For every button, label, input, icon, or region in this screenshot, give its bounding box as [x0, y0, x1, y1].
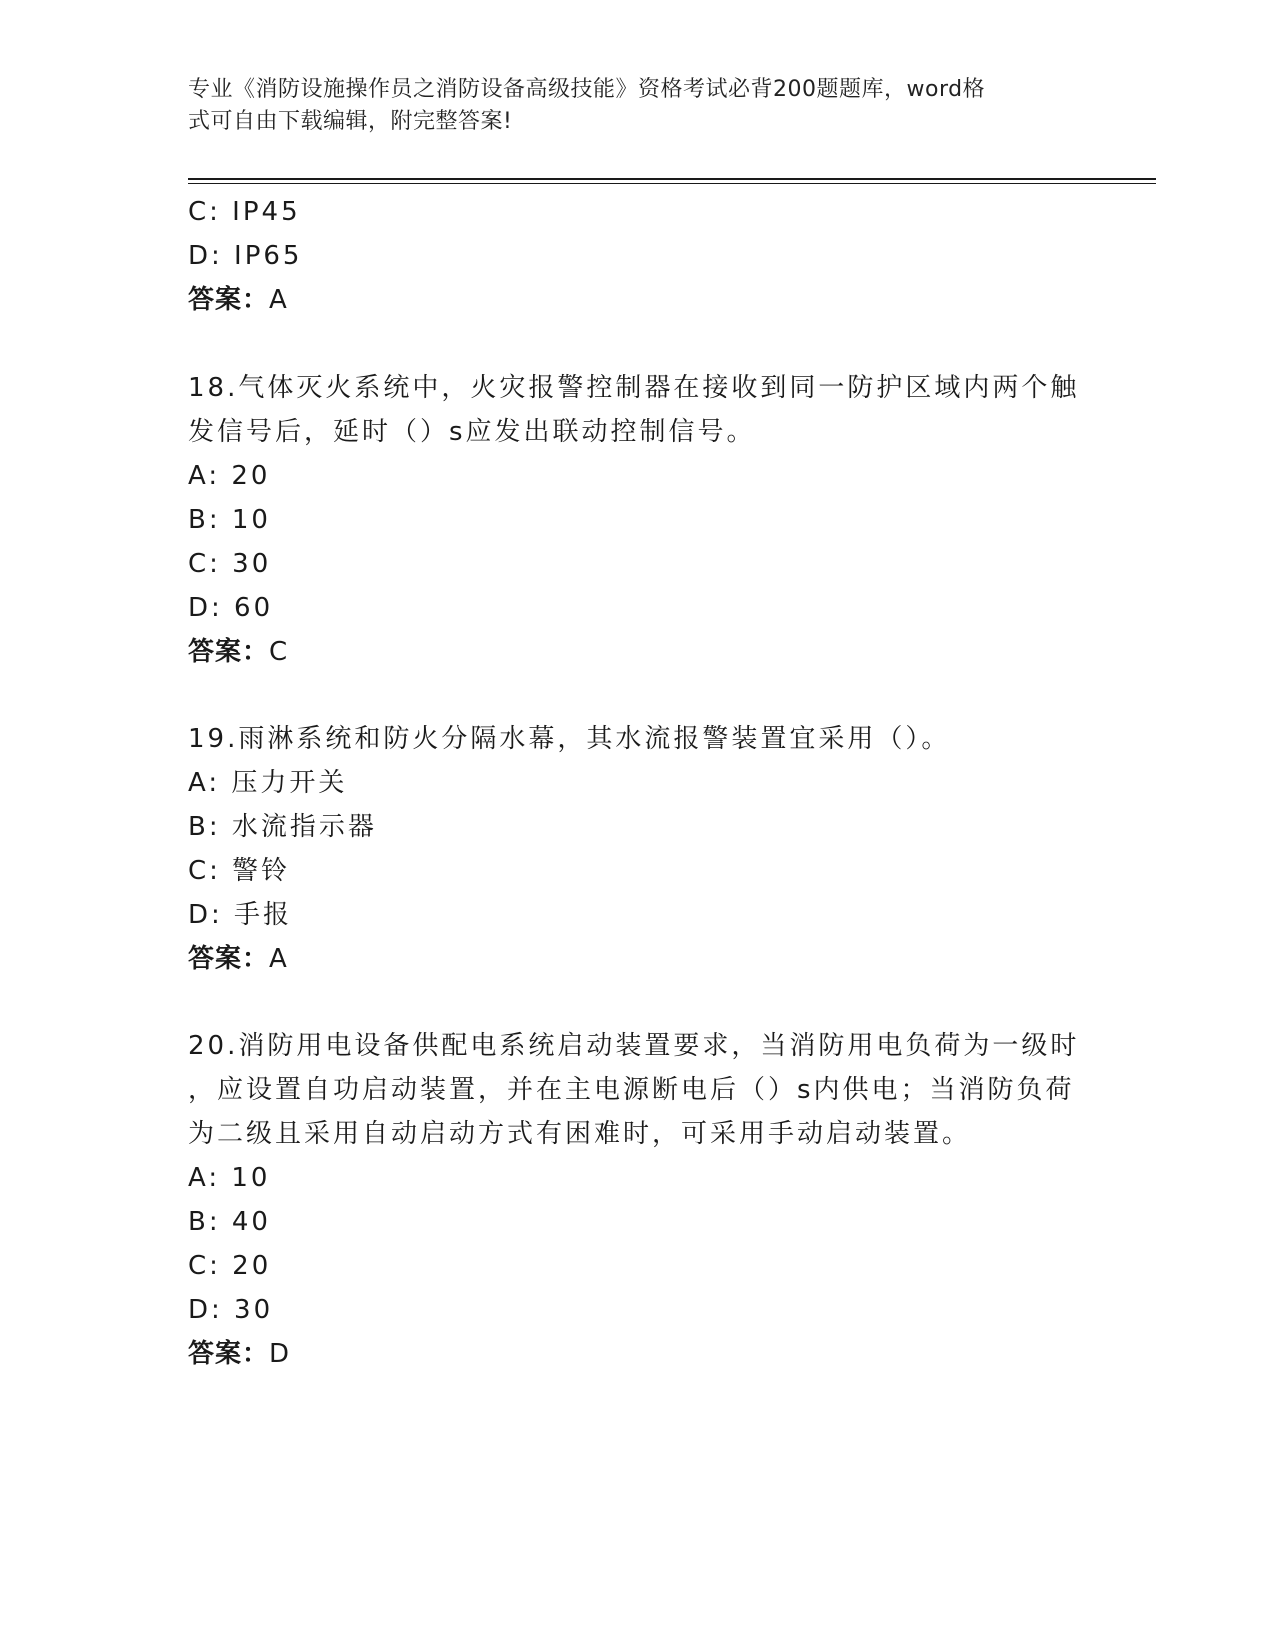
header-divider-thick: [188, 178, 1156, 180]
answer-value: A: [269, 944, 288, 974]
q19-option-c: C: 警铃: [188, 856, 291, 886]
answer-label: 答案：: [188, 1339, 270, 1369]
q18-option-c: C: 30: [188, 549, 272, 579]
q19-stem-line-1: 19.雨淋系统和防火分隔水幕，其水流报警装置宜采用（）。: [188, 724, 951, 754]
q17-option-c: C: IP45: [188, 197, 301, 227]
header-line-1: 专业《消防设施操作员之消防设备高级技能》资格考试必背200题题库，word格: [188, 77, 986, 102]
q19-answer: [188, 937, 288, 981]
q20-option-b: B: 40: [188, 1207, 271, 1237]
q18-stem-line-2: 发信号后，延时（）s应发出联动控制信号。: [188, 417, 756, 447]
q20-answer: [188, 1332, 290, 1376]
q20-option-d: D: 30: [188, 1295, 274, 1325]
q18-answer: [188, 630, 288, 674]
q19-option-d: D: 手报: [188, 900, 293, 930]
q19-option-a: A: 压力开关: [188, 768, 348, 798]
answer-value: D: [269, 1339, 291, 1369]
q18-stem-line-1: 18.气体灭火系统中，火灾报警控制器在接收到同一防护区域内两个触: [188, 373, 1080, 403]
answer-value: A: [269, 285, 288, 315]
q17-answer: [188, 278, 288, 322]
q20-option-c: C: 20: [188, 1251, 272, 1281]
answer-label: 答案：: [188, 637, 270, 667]
q17-option-d: D: IP65: [188, 241, 303, 271]
q18-option-b: B: 10: [188, 505, 271, 535]
q18-option-a: A: 20: [188, 461, 271, 491]
answer-label: 答案：: [188, 944, 270, 974]
q18-option-d: D: 60: [188, 593, 274, 623]
q20-option-a: A: 10: [188, 1163, 271, 1193]
header-divider-thin: [188, 183, 1156, 184]
answer-value: C: [269, 637, 289, 667]
page-header: [188, 74, 1068, 138]
q20-stem-line-2: ，应设置自功启动装置，并在主电源断电后（）s内供电；当消防负荷: [188, 1075, 1075, 1105]
header-line-2: 式可自由下载编辑，附完整答案!: [188, 109, 513, 134]
q19-option-b: B: 水流指示器: [188, 812, 377, 842]
q20-stem-line-3: 为二级且采用自动启动方式有困难时，可采用手动启动装置。: [188, 1119, 972, 1149]
answer-label: 答案：: [188, 285, 270, 315]
q20-stem-line-1: 20.消防用电设备供配电系统启动装置要求，当消防用电负荷为一级时: [188, 1031, 1080, 1061]
